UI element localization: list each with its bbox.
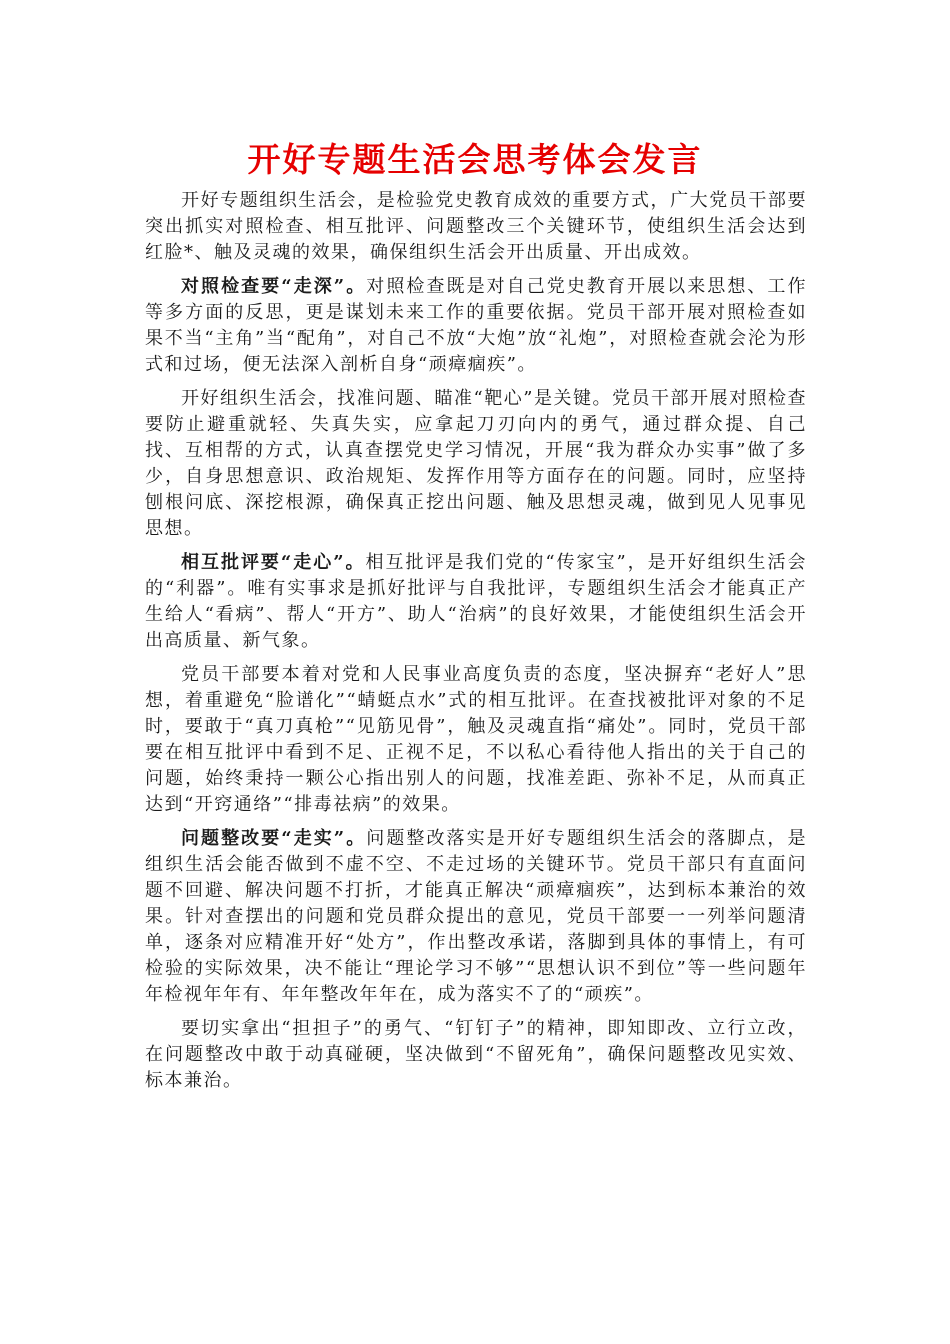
paragraph-rectification xyxy=(145,826,807,1008)
paragraph-text: 要切实拿出“担担子”的勇气、“钉钉子”的精神，即知即改、立行立改，在问题整改中敢于动真碰硬，坚决做到“不留死角”，确保问题整改见实效、标本兼治。 xyxy=(145,1018,807,1091)
paragraph-lead: 对照检查要“走深”。 xyxy=(181,276,367,297)
paragraph-text: 开好专题组织生活会，是检验党史教育成效的重要方式，广大党员干部要突出抓实对照检查、相互批评、问题整改三个关键环节，使组织生活会达到红脸*、触及灵魂的效果，确保组织生活会开出质量、开出成效。 xyxy=(145,190,807,263)
paragraph-text: 相互批评是我们党的“传家宝”，是开好组织生活会的“利器”。唯有实事求是抓好批评与自我批评，专题组织生活会才能真正产生给人“看病”、帮人“开方”、助人“治病”的良好效果，才能使组织生活会开出高质量、新气象。 xyxy=(145,552,807,651)
paragraph-intro xyxy=(145,188,807,266)
paragraph-lead: 问题整改要“走实”。 xyxy=(181,828,367,849)
paragraph-text: 对照检查既是对自己党史教育开展以来思想、工作等多方面的反思，更是谋划未来工作的重要依据。党员干部开展对照检查如果不当“主角”当“配角”，对自己不放“大炮”放“礼炮”，对照检查就会沦为形式和过场，便无法深入剖析自身“顽瘴痼疾”。 xyxy=(145,276,807,375)
paragraph-text: 开好组织生活会，找准问题、瞄准“靶心”是关键。党员干部开展对照检查要防止避重就轻、失真失实，应拿起刀刃向内的勇气，通过群众提、自己找、互相帮的方式，认真查摆党史学习情况，开展“我为群众办实事”做了多少，自身思想意识、政治规矩、发挥作用等方面存在的问题。同时，应坚持刨根问底、深挖根源，确保真正挖出问题、触及思想灵魂，做到见人见事见思想。 xyxy=(145,388,807,539)
paragraph-text: 问题整改落实是开好专题组织生活会的落脚点，是组织生活会能否做到不虚不空、不走过场的关键环节。党员干部只有直面问题不回避、解决问题不打折，才能真正解决“顽瘴痼疾”，达到标本兼治的效果。针对查摆出的问题和党员群众提出的意见，党员干部要一一列举问题清单，逐条对应精准开好“处方”，作出整改承诺，落脚到具体的事情上，有可检验的实际效果，决不能让“理论学习不够”“思想认识不到位”等一些问题年年检视年年有、年年整改年年在，成为落实不了的“顽疾”。 xyxy=(145,828,807,1005)
paragraph-lead: 相互批评要“走心”。 xyxy=(181,552,366,573)
paragraph-self-check xyxy=(145,274,807,378)
paragraph-conclusion xyxy=(145,1016,807,1094)
paragraph-criticism-attitude xyxy=(145,662,807,818)
paragraph-mutual-criticism xyxy=(145,550,807,654)
paragraph-text: 党员干部要本着对党和人民事业高度负责的态度，坚决摒弃“老好人”思想，着重避免“脸谱化”“蜻蜓点水”式的相互批评。在查找被批评对象的不足时，要敢于“真刀真枪”“见筋见骨”，触及灵魂直指“痛处”。同时，党员干部要在相互批评中看到不足、正视不足，不以私心看待他人指出的关于自己的问题，始终秉持一颗公心指出别人的问题，找准差距、弥补不足，从而真正达到“开窍通络”“排毒祛病”的效果。 xyxy=(145,664,807,815)
paragraph-find-problems xyxy=(145,386,807,542)
document-title: 开好专题生活会思考体会发言 xyxy=(247,140,703,179)
document-body xyxy=(145,188,807,1102)
